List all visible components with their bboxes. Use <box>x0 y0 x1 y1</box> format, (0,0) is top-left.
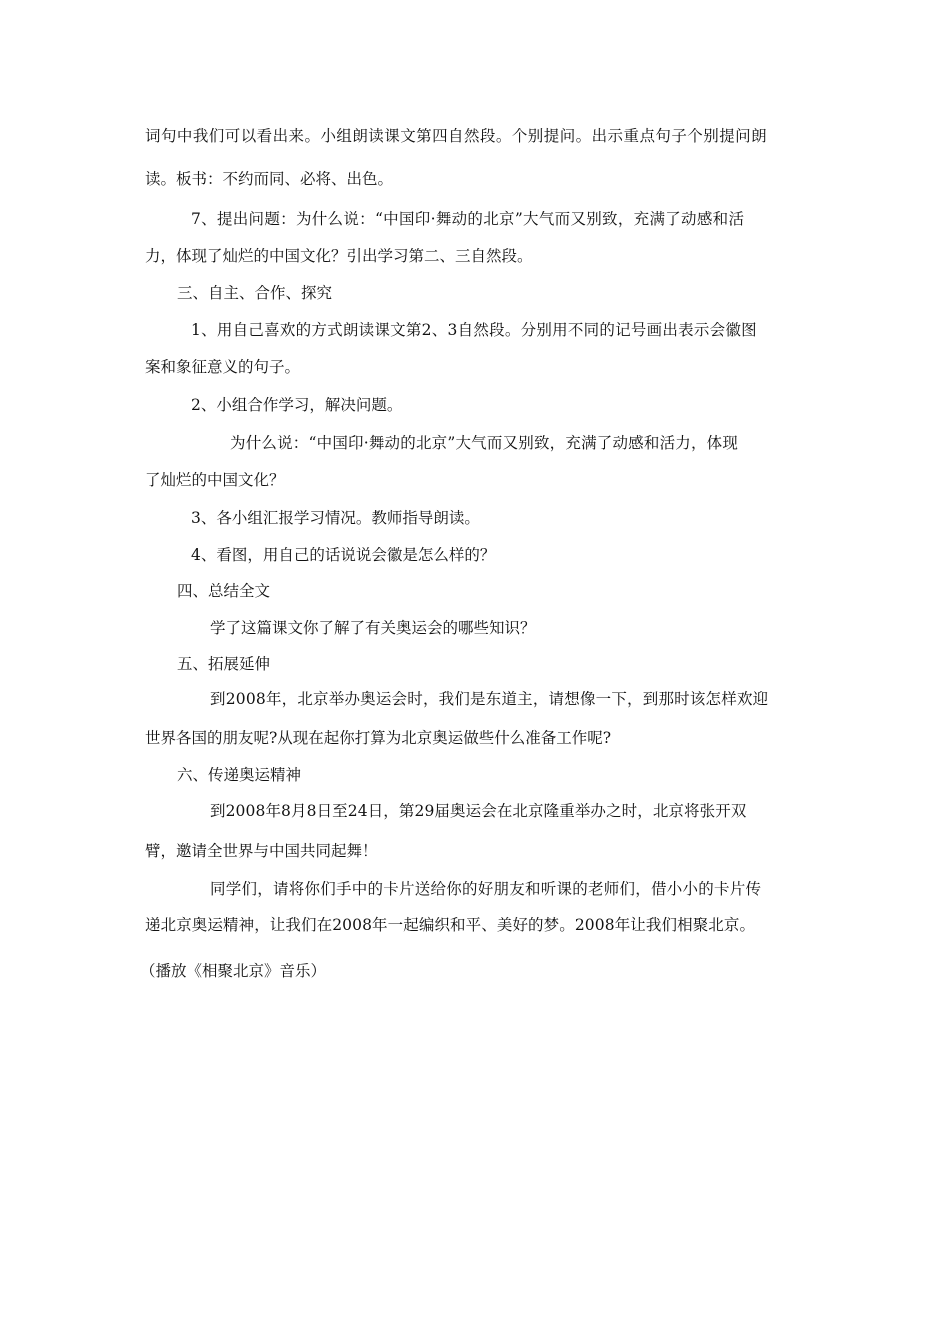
section-heading-5: 五、拓展延伸 <box>177 655 271 673</box>
text-line-3: 7、提出问题：为什么说：“中国印·舞动的北京”大气而又别致，充满了动感和活 <box>191 210 745 228</box>
text-line-4: 力，体现了灿烂的中国文化？引出学习第二、三自然段。 <box>145 247 533 265</box>
text-line-6: 1、用自己喜欢的方式朗读课文第2、3自然段。分别用不同的记号画出表示会徽图 <box>191 321 757 339</box>
text-line-16: 到2008年，北京举办奥运会时，我们是东道主，请想像一下，到那时该怎样欢迎 <box>210 690 769 708</box>
text-line-19: 到2008年8月8日至24日，第29届奥运会在北京隆重举办之时，北京将张开双 <box>210 802 747 820</box>
text-line-7: 案和象征意义的句子。 <box>145 358 301 376</box>
text-line-12: 4、看图，用自己的话说说会徽是怎么样的？ <box>191 546 496 564</box>
text-line-17: 世界各国的朋友呢?从现在起你打算为北京奥运做些什么准备工作呢? <box>145 729 612 747</box>
text-line-2: 读。板书：不约而同、必将、出色。 <box>145 170 394 188</box>
section-heading-4: 四、总结全文 <box>177 582 271 600</box>
section-heading-3: 三、自主、合作、探究 <box>177 284 333 302</box>
text-line-10: 了灿烂的中国文化？ <box>145 471 285 489</box>
text-line-14: 学了这篇课文你了解了有关奥运会的哪些知识？ <box>210 619 536 637</box>
text-line-8: 2、小组合作学习，解决问题。 <box>191 396 403 414</box>
text-line-11: 3、各小组汇报学习情况。教师指导朗读。 <box>191 509 480 527</box>
section-heading-6: 六、传递奥运精神 <box>177 766 302 784</box>
text-line-23: （播放《相聚北京》音乐） <box>140 962 327 980</box>
text-line-20: 臂，邀请全世界与中国共同起舞！ <box>145 842 378 860</box>
text-line-21: 同学们，请将你们手中的卡片送给你的好朋友和听课的老师们，借小小的卡片传 <box>210 880 762 898</box>
text-line-22: 递北京奥运精神，让我们在2008年一起编织和平、美好的梦。2008年让我们相聚北京。 <box>145 916 756 934</box>
text-line-9: 为什么说：“中国印·舞动的北京”大气而又别致，充满了动感和活力，体现 <box>230 434 739 452</box>
text-line-1: 词句中我们可以看出来。小组朗读课文第四自然段。个别提问。出示重点句子个别提问朗 <box>145 127 768 145</box>
